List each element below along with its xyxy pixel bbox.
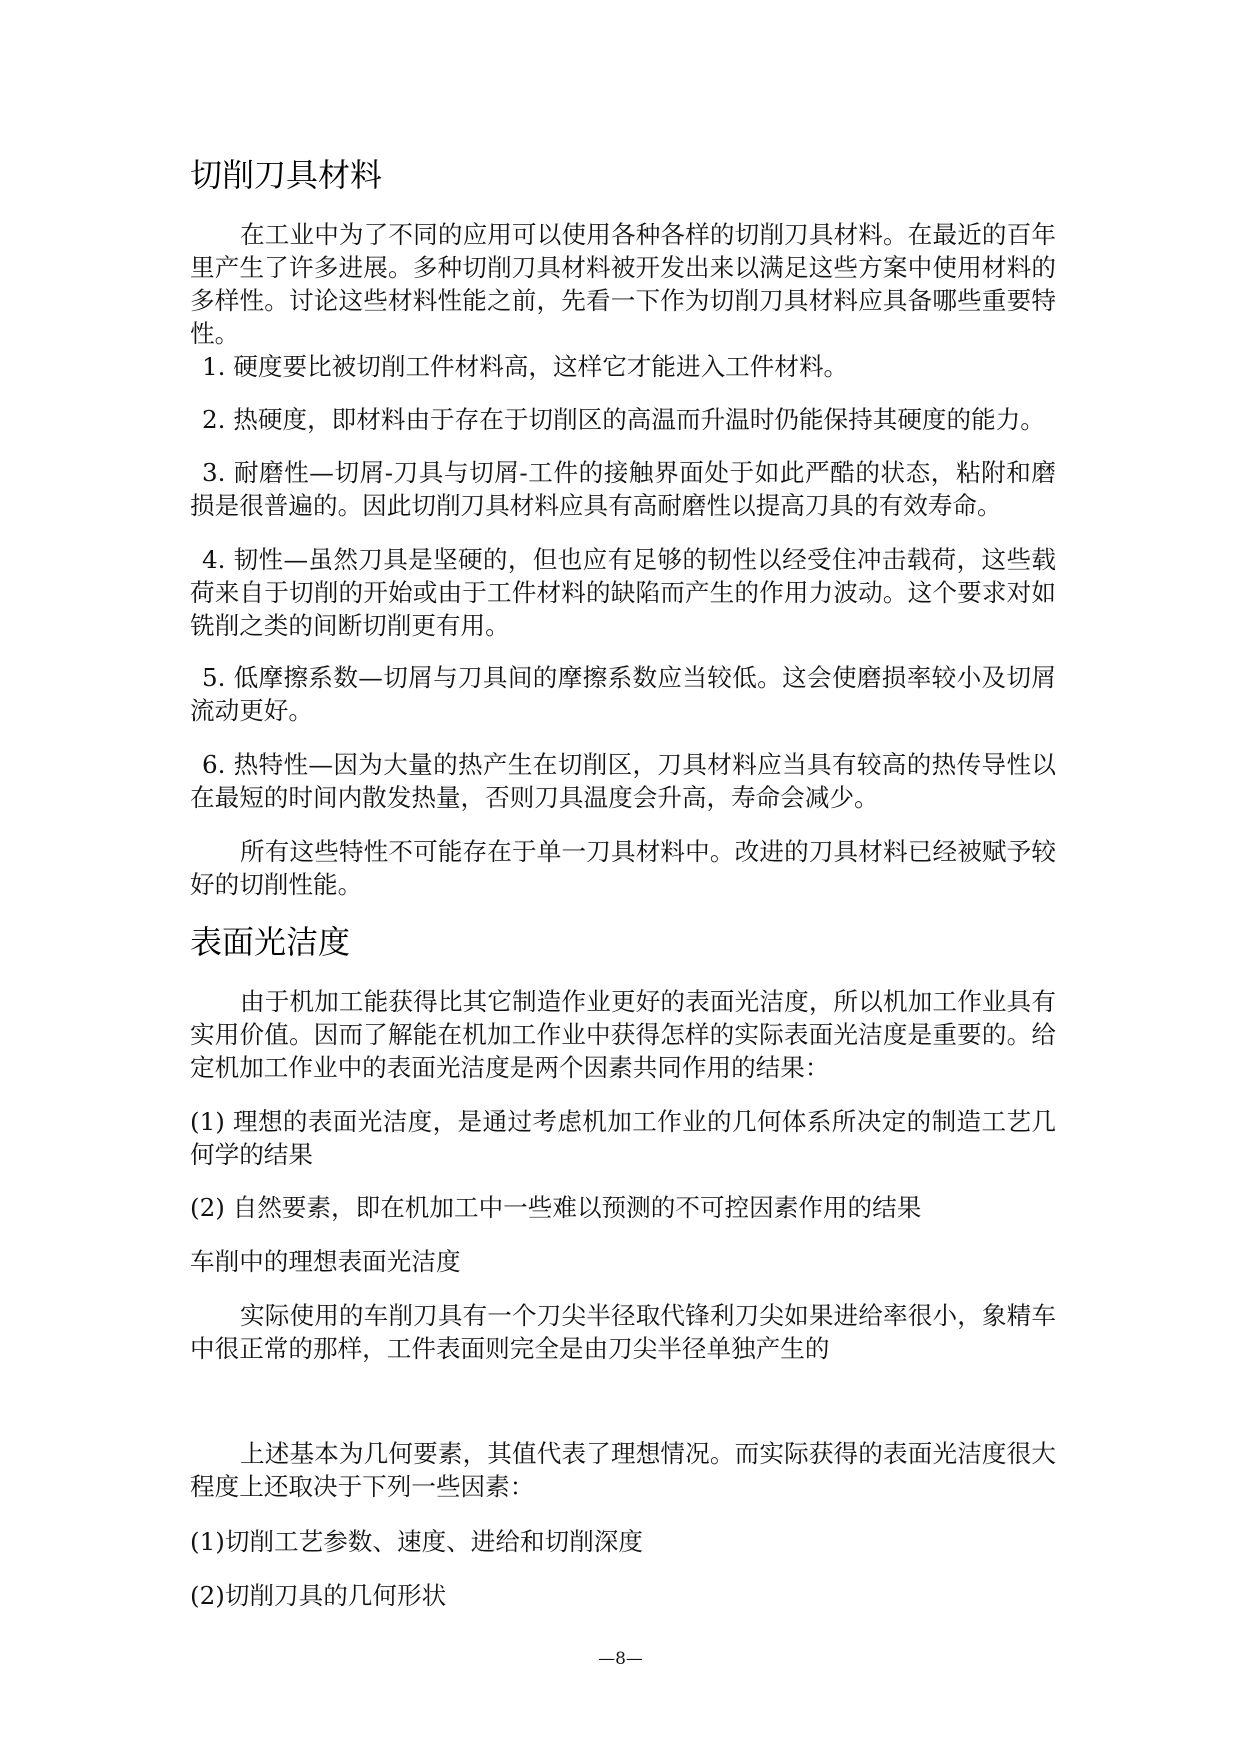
paragraph-line: 好的切削性能。 — [190, 870, 363, 899]
turning-paragraph — [190, 1299, 1056, 1365]
factors-paragraph — [190, 1437, 1056, 1503]
section-heading-cutting-tool-materials: 切削刀具材料 — [190, 156, 383, 194]
point-natural-factors — [190, 1191, 1056, 1224]
paragraph-line: 由于机加工能获得比其它制造作业更好的表面光洁度，所以机加工作业具有 — [240, 987, 1056, 1016]
list-item-toughness — [190, 543, 1056, 642]
paragraph-line: 程度上还取决于下列一些因素： — [190, 1472, 535, 1501]
list-item-line: 2. 热硬度，即材料由于存在于切削区的高温而升温时仍能保持其硬度的能力。 — [202, 405, 1045, 434]
point-line: (1) 理想的表面光洁度，是通过考虑机加工作业的几何体系所决定的制造工艺几 — [190, 1107, 1056, 1136]
list-item-line: 1. 硬度要比被切削工件材料高，这样它才能进入工件材料。 — [202, 352, 849, 381]
subheading-line: 车削中的理想表面光洁度 — [190, 1247, 461, 1276]
list-item-line: 荷来自于切削的开始或由于工件材料的缺陷而产生的作用力波动。这个要求对如 — [190, 578, 1056, 607]
intro-paragraph — [190, 218, 1056, 350]
surface-finish-intro-paragraph — [190, 985, 1056, 1084]
list-item-thermal-properties — [190, 748, 1056, 814]
list-item-wear-resistance — [190, 456, 1056, 522]
factor-item — [190, 1579, 1056, 1612]
paragraph-line: 上述基本为几何要素，其值代表了理想情况。而实际获得的表面光洁度很大 — [240, 1439, 1056, 1468]
list-item-line: 在最短的时间内散发热量，否则刀具温度会升高，寿命会减少。 — [190, 783, 879, 812]
list-item-line: 6. 热特性—因为大量的热产生在切削区，刀具材料应当具有较高的热传导性以 — [202, 750, 1056, 779]
factor-line: (2)切削刀具的几何形状 — [190, 1581, 447, 1610]
subheading-turning — [190, 1245, 1056, 1278]
paragraph-line: 实际使用的车削刀具有一个刀尖半径取代锋利刀尖如果进给率很小，象精车 — [240, 1301, 1056, 1330]
list-item-low-friction — [190, 661, 1056, 727]
factor-line: (1)切削工艺参数、速度、进给和切削深度 — [190, 1527, 643, 1556]
list-item-line: 3. 耐磨性—切屑-刀具与切屑-工件的接触界面处于如此严酷的状态，粘附和磨 — [202, 458, 1056, 487]
point-ideal-surface-finish — [190, 1105, 1056, 1171]
page-content — [190, 155, 1056, 1612]
paragraph-line: 里产生了许多进展。多种切削刀具材料被开发出来以满足这些方案中使用材料的 — [190, 253, 1056, 282]
list-item-line: 5. 低摩擦系数—切屑与刀具间的摩擦系数应当较低。这会使磨损率较小及切屑 — [202, 663, 1056, 692]
list-item-hot-hardness — [190, 403, 1056, 436]
list-item-line: 损是很普遍的。因此切削刀具材料应具有高耐磨性以提高刀具的有效寿命。 — [190, 491, 1002, 520]
factor-item — [190, 1525, 1056, 1558]
paragraph-line: 所有这些特性不可能存在于单一刀具材料中。改进的刀具材料已经被赋予较 — [240, 837, 1056, 866]
section-heading-surface-finish: 表面光洁度 — [190, 923, 351, 961]
list-item-line: 4. 韧性—虽然刀具是坚硬的，但也应有足够的韧性以经受住冲击载荷，这些载 — [202, 545, 1056, 574]
paragraph-line: 中很正常的那样，工件表面则完全是由刀尖半径单独产生的 — [190, 1334, 830, 1363]
point-line: 何学的结果 — [190, 1140, 313, 1169]
paragraph-line: 定机加工作业中的表面光洁度是两个因素共同作用的结果： — [190, 1053, 830, 1082]
page-number: —8— — [598, 1649, 643, 1669]
paragraph-line: 多样性。讨论这些材料性能之前，先看一下作为切削刀具材料应具备哪些重要特 — [190, 286, 1056, 315]
closing-paragraph — [190, 835, 1056, 901]
paragraph-line: 实用价值。因而了解能在机加工作业中获得怎样的实际表面光洁度是重要的。给 — [190, 1020, 1056, 1049]
list-item-line: 铣削之类的间断切削更有用。 — [190, 611, 510, 640]
paragraph-line: 性。 — [190, 319, 240, 348]
point-line: (2) 自然要素，即在机加工中一些难以预测的不可控因素作用的结果 — [190, 1193, 922, 1222]
list-item-line: 流动更好。 — [190, 696, 313, 725]
list-item-hardness — [190, 350, 1056, 383]
paragraph-line: 在工业中为了不同的应用可以使用各种各样的切削刀具材料。在最近的百年 — [240, 220, 1056, 249]
